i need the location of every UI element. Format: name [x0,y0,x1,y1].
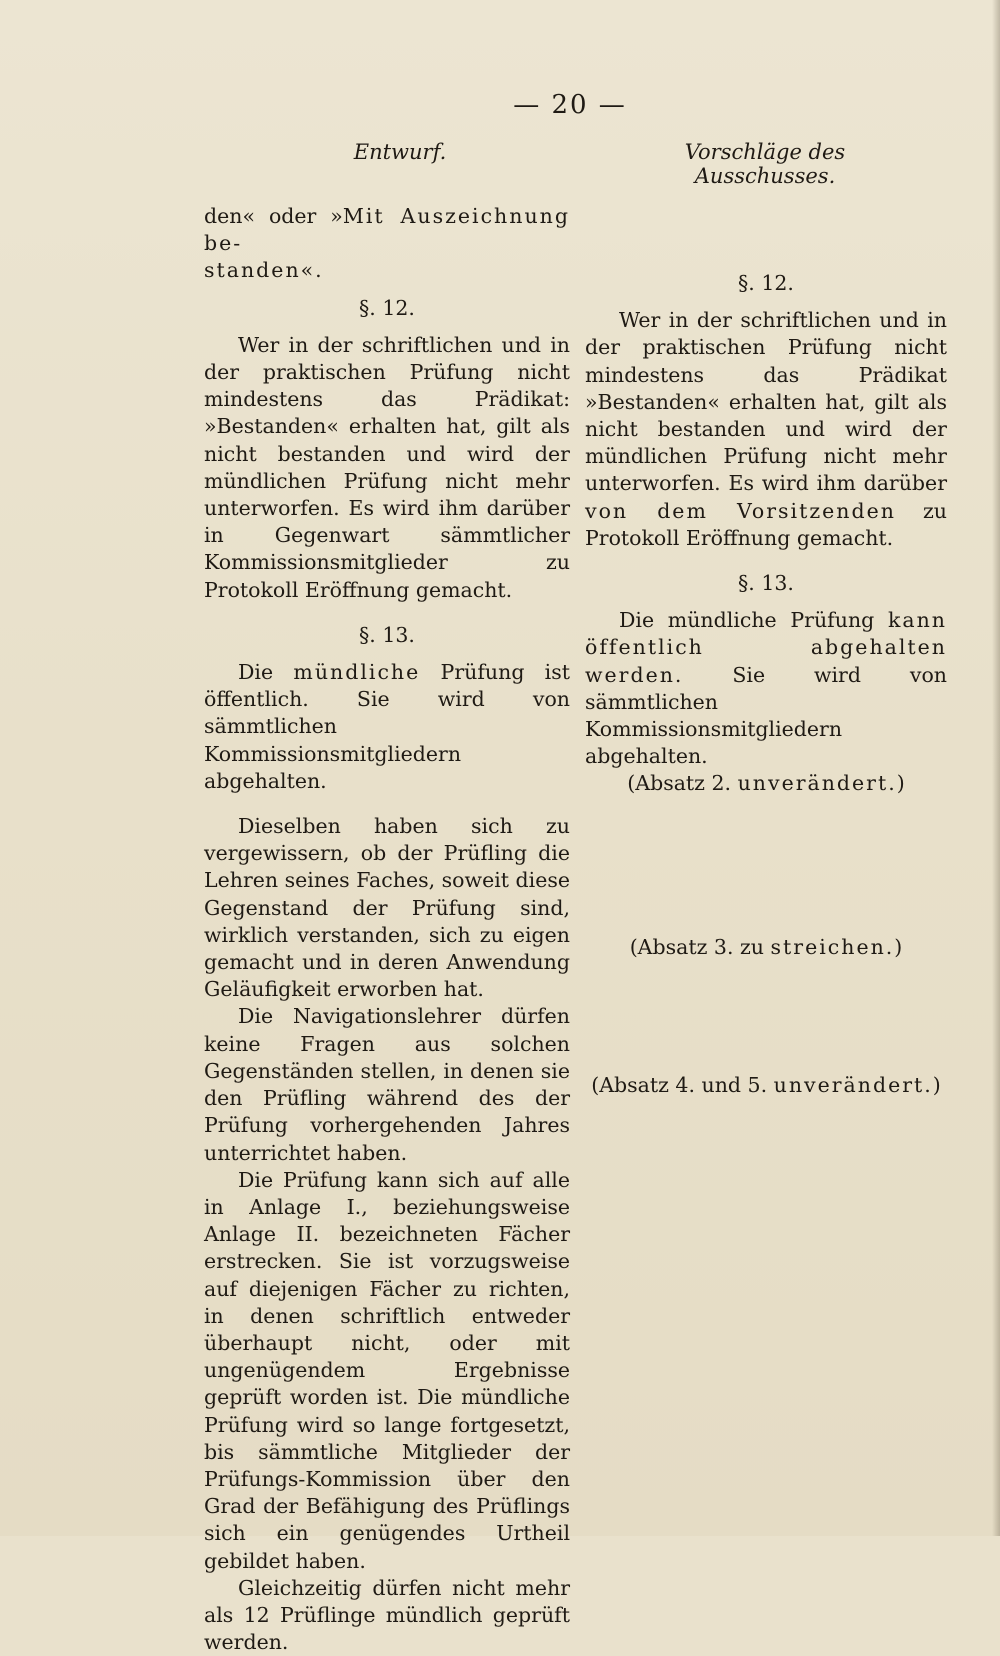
note-absatz-2 [585,770,947,797]
text-part: ) [894,934,903,959]
text-part: (Absatz 2. [627,771,738,796]
section-12-title: §. 12. [738,271,794,295]
text-part-spaced: von dem Vorsitzenden [585,498,896,523]
intro-text-b: Mit Auszeichnung be- [204,204,570,256]
text-part-spaced: unverändert. [737,771,897,796]
section-12-title: §. 12. [359,295,415,320]
text-part: ) [896,771,905,796]
section-13-title: §. 13. [738,571,794,596]
text-part: Die [238,660,294,685]
text-part: Die mündliche Prüfung [619,608,888,633]
intro-text-a: den« oder » [204,204,343,228]
text-part-spaced: unverändert. [773,1072,933,1097]
text-part: ) [932,1072,941,1097]
section-13-paragraph-2: Dieselben haben sich zu vergewissern, ob der Prüfling die Lehren seines Faches, soweit diese Gegenstand der Prüfung sind, wirklich verstanden, sich zu eigen gemacht und in deren Anwendung Geläufigkeit erworben hat. [204,814,570,1002]
text-part: (Absatz 4. und 5. [591,1072,774,1097]
note-absatz-3 [585,934,947,961]
section-13-paragraph-1 [204,659,570,795]
text-part: (Absatz 3. zu [629,934,771,959]
text-part-spaced: kann öffentlich abgehalten werden. [585,608,947,687]
section-13-paragraph-1 [585,607,947,770]
section-13-title: §. 13. [359,622,415,647]
note-absatz-4-5 [585,1072,947,1099]
text-part: zu Protokoll Eröffnung gemacht. [585,498,947,550]
left-column-draft [204,203,570,1656]
text-part-spaced: mündliche [293,660,421,685]
text-part: Prüfung ist öffentlich. Sie wird von sämmtlichen Kommissionsmitgliedern abgehalten. [204,660,570,793]
intro-continuation [204,203,570,285]
section-13-paragraph-4: Die Prüfung kann sich auf alle in Anlage I., beziehungsweise Anlage II. bezeichneten Fächer erstrecken. Sie ist vorzugsweise auf diejenigen Fächer zu richten, in denen schriftlich entweder überhaupt nicht, oder mit ungenügendem Ergebnisse geprüft worden ist. Die mündliche Prüfung wird so lange fortgesetzt, bis sämmtliche Mitglieder der Prüfungs-Kommission über den Grad der Befähigung des Prüflings sich ein genügendes Urtheil gebildet haben. [204,1167,570,1573]
section-13-paragraph-5: Gleichzeitig dürfen nicht mehr als 12 Prüflinge mündlich geprüft werden. [204,1575,570,1655]
section-13-paragraph-3: Die Navigationslehrer dürfen keine Fragen aus solchen Gegenständen stellen, in denen sie den Prüfling während des der Prüfung vorhergehenden Jahres unterrichtet haben. [204,1004,570,1165]
right-column-committee [585,203,947,1099]
page-number: — 20 — [513,90,627,120]
section-12-text: Wer in der schriftlichen und in der praktischen Prüfung nicht mindestens das Prädikat: »Bestanden« erhalten hat, gilt als nicht bestanden und wird der mündlichen Prüfung nicht mehr unterworfen. Es wird ihm darüber in Gegenwart sämmtlicher Kommissionsmitglieder zu Protokoll Eröffnung gemacht. [204,332,570,602]
page-edge-shadow [992,0,1000,1536]
column-header-committee-proposals: Vorschläge des Ausschusses. [684,140,846,188]
intro-text-c: standen«. [204,258,324,283]
text-part: Wer in der schriftlichen und in der praktischen Prüfung nicht mindestens das Prädikat »Bestanden« erhalten hat, gilt als nicht bestanden und wird der mündlichen Prüfung nicht mehr unterworfen. Es wird ihm darüber [585,308,947,496]
text-part-spaced: streichen. [770,934,895,959]
text-part: Sie wird von sämmtlichen Kommissionsmitgliedern abgehalten. [585,662,947,769]
section-12-text [585,307,947,552]
column-header-draft: Entwurf. [353,140,447,164]
